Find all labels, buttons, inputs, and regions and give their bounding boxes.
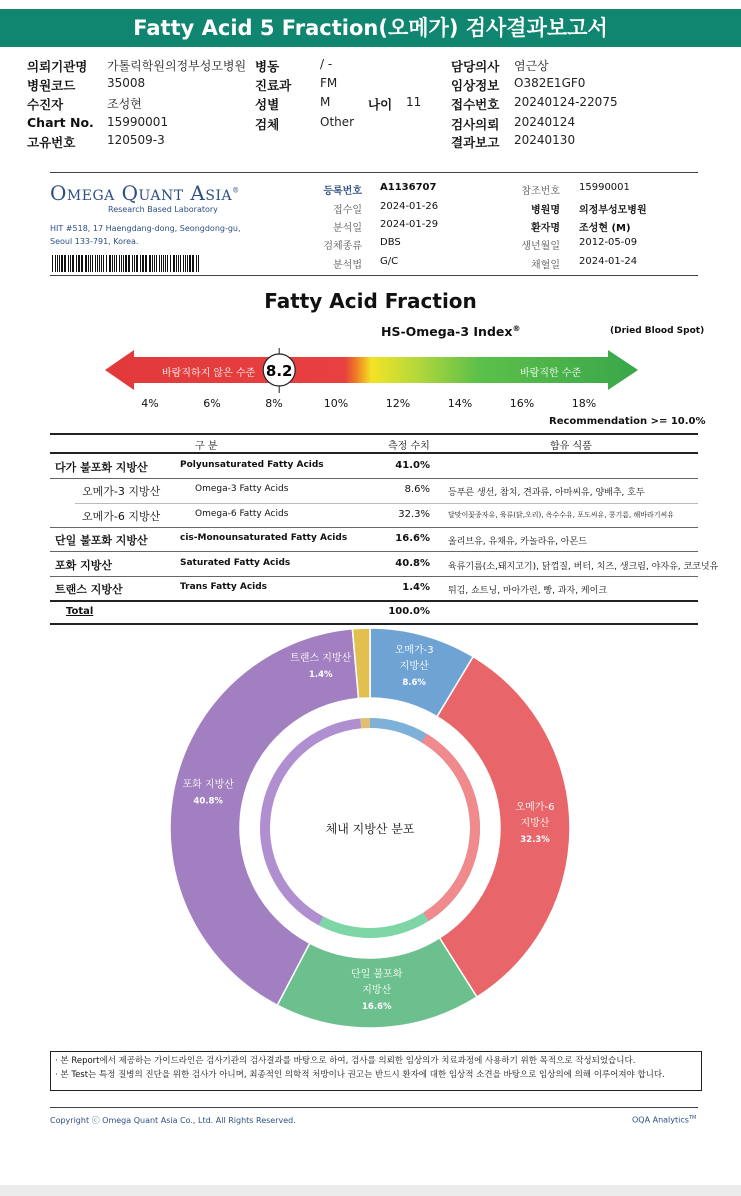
donut-label-text: 1.4%: [308, 670, 333, 681]
barcode-bar: [176, 255, 177, 272]
fatty-acid-donut-chart: [170, 628, 570, 1028]
patient-value: 20240124: [514, 115, 576, 129]
note-2: · 본 Test는 특정 질병의 진단을 위한 검사가 아니며, 최종적인 의학적 처방이나 권고는 반드시 환자에 대한 임상적 소견을 바탕으로 임상의에 의해 이루어져야 합니다.: [55, 1070, 665, 1080]
copyright: Copyright ⓒ Omega Quant Asia Co., Ltd. All Rights Reserved.: [50, 1116, 296, 1125]
barcode-bar: [145, 255, 147, 272]
patient-value: FM: [320, 76, 338, 90]
report-info-label: 병원명: [531, 205, 560, 216]
barcode-bar: [90, 255, 91, 272]
age-label: 나이: [368, 97, 393, 112]
barcode-bar: [55, 255, 56, 272]
barcode-bar: [119, 255, 120, 272]
barcode-bar: [189, 255, 191, 272]
barcode-bar: [97, 255, 98, 272]
table-row-ko: 포화 지방산: [55, 559, 112, 572]
barcode-bar: [70, 255, 71, 272]
age-value: 11: [406, 95, 422, 109]
barcode-bar: [106, 255, 107, 272]
donut-inner-segment: [319, 913, 429, 938]
lab-address-line2: Seoul 133-791, Korea.: [50, 237, 139, 246]
barcode-bar: [159, 255, 160, 272]
table-top-line: [50, 433, 698, 435]
report-info-label: 분석일: [333, 223, 362, 234]
barcode-bar: [121, 255, 122, 272]
lab-logo: [50, 181, 240, 205]
barcode-bar: [52, 255, 53, 272]
table-total-label: Total: [66, 606, 94, 617]
footer-brand: [632, 1115, 696, 1125]
table-header-value: 측정 수치: [388, 441, 430, 452]
report-info-value: DBS: [380, 237, 401, 248]
report-info-value: A1136707: [380, 182, 437, 193]
donut-label-text: 오메가-6: [515, 802, 555, 814]
barcode-bar: [167, 255, 168, 272]
index-title-sup: ®: [512, 324, 521, 333]
barcode-bar: [57, 255, 58, 272]
patient-value: O382E1GF0: [514, 76, 586, 90]
barcode-bar: [76, 255, 77, 272]
lab-name: Omega Quant Asia: [50, 181, 233, 205]
barcode: [52, 255, 202, 272]
barcode-bar: [178, 255, 179, 272]
report-info-label: 검체종류: [323, 241, 362, 252]
barcode-bar: [185, 255, 186, 272]
donut-inner-segment: [360, 718, 370, 728]
donut-label-text: 단일 불포화: [351, 968, 403, 980]
table-row-en: Omega-6 Fatty Acids: [195, 509, 289, 519]
table-row-ko: 오메가-6 지방산: [82, 510, 161, 523]
barcode-bar: [180, 255, 181, 272]
barcode-bar: [61, 255, 63, 272]
report-info-value: 2012-05-09: [579, 237, 638, 248]
patient-value: M: [320, 95, 331, 109]
gauge-tick-label: 6%: [203, 397, 221, 410]
table-row-food: 육류기름(소,돼지고기), 닭껍질, 버터, 치즈, 생크림, 야자유, 코코넛유: [448, 562, 719, 572]
donut-slice-label: [516, 800, 555, 845]
barcode-bar: [125, 255, 127, 272]
patient-label: 고유번호: [27, 135, 76, 150]
barcode-bar: [68, 255, 69, 272]
patient-value: 20240130: [514, 133, 576, 147]
donut-label-text: 트랜스 지방산: [290, 653, 352, 665]
barcode-bar: [88, 255, 89, 272]
page-bottom-band: [0, 1185, 741, 1196]
gauge-right-label: 바람직한 수준: [520, 368, 582, 379]
patient-label: 임상정보: [451, 78, 500, 93]
registered-mark: ®: [232, 186, 240, 195]
barcode-bar: [103, 255, 104, 272]
table-row-value: 40.8%: [395, 558, 430, 569]
gauge-left-label: 바람직하지 않은 수준: [162, 368, 256, 379]
barcode-bar: [154, 255, 155, 272]
table-row-value: 1.4%: [402, 582, 430, 593]
patient-label: 성별: [255, 97, 280, 112]
barcode-bar: [142, 255, 144, 272]
table-row-ko: 단일 불포화 지방산: [55, 534, 148, 547]
barcode-bar: [161, 255, 162, 272]
report-info-label: 환자명: [531, 223, 560, 234]
barcode-bar: [101, 255, 102, 272]
donut-label-text: 지방산: [520, 818, 550, 830]
footer-divider: [50, 1107, 698, 1108]
barcode-bar: [196, 255, 197, 272]
report-title: Fatty Acid 5 Fraction(오메가) 검사결과보고서: [0, 9, 741, 47]
table-row-en: cis-Monounsaturated Fatty Acids: [180, 533, 348, 543]
divider-mid: [50, 275, 698, 276]
table-row-en: Polyunsaturated Fatty Acids: [180, 460, 324, 470]
gauge-value: 8.2: [265, 362, 293, 380]
donut-label-text: 지방산: [362, 984, 392, 996]
donut-center-title: 체내 지방산 분포: [325, 822, 415, 836]
gauge-tick-label: 10%: [323, 397, 349, 410]
report-info-value: 2024-01-26: [380, 201, 439, 212]
barcode-bar: [156, 255, 157, 272]
lab-address: [50, 222, 241, 248]
report-info-value: 2024-01-29: [380, 219, 439, 230]
table-header-food: 함유 식품: [550, 441, 592, 452]
patient-value: 15990001: [107, 115, 169, 129]
donut-label-text: 40.8%: [193, 796, 223, 807]
barcode-bar: [72, 255, 74, 272]
recommendation: Recommendation >= 10.0%: [549, 416, 706, 427]
barcode-bar: [109, 255, 111, 272]
patient-label: 병동: [255, 59, 280, 74]
patient-label: Chart No.: [27, 115, 94, 130]
patient-label: 결과보고: [451, 135, 500, 150]
patient-label: 접수번호: [451, 97, 500, 112]
report-info-value: G/C: [380, 256, 399, 267]
patient-label: 진료과: [255, 78, 292, 93]
gauge-tick-label: 12%: [385, 397, 411, 410]
table-row-food: 달맞이꽃종자유, 육류(닭,오리), 옥수수유, 포도씨유, 콩기름, 해바라기씨유: [448, 511, 675, 519]
donut-inner-omega6: [422, 734, 480, 921]
barcode-bar: [173, 255, 175, 272]
notes-box: [50, 1051, 702, 1091]
footer-brand-text: OQA Analytics: [632, 1115, 689, 1125]
table-row-en: Saturated Fatty Acids: [180, 558, 291, 568]
table-total-value: 100.0%: [388, 606, 430, 617]
table-row-divider: [50, 551, 698, 552]
barcode-bar: [81, 255, 83, 272]
barcode-bar: [78, 255, 80, 272]
donut-label-text: 지방산: [399, 661, 429, 673]
barcode-bar: [132, 255, 133, 272]
donut-slice: [437, 657, 570, 997]
table-row-divider: [50, 527, 698, 528]
report-info-value: 의정부성모병원: [579, 205, 647, 216]
barcode-bar: [152, 255, 153, 272]
barcode-bar: [112, 255, 113, 272]
patient-value: 35008: [107, 76, 146, 90]
donut-slice: [277, 938, 477, 1028]
table-row-divider: [75, 503, 698, 504]
section-title: Fatty Acid Fraction: [264, 289, 477, 313]
table-row-value: 41.0%: [395, 460, 430, 471]
table-row-en: Omega-3 Fatty Acids: [195, 484, 289, 494]
table-row-food: 튀김, 쇼트닝, 마아가린, 빵, 과자, 케이크: [448, 586, 608, 596]
report-info-label: 분석법: [333, 260, 362, 271]
patient-value: 가톨릭학원의정부성모병원: [107, 59, 247, 73]
barcode-bar: [187, 255, 188, 272]
table-row-divider: [50, 478, 698, 479]
barcode-bar: [183, 255, 184, 272]
gauge-tick-label: 8%: [265, 397, 283, 410]
table-row-value: 32.3%: [398, 509, 430, 520]
barcode-bar: [136, 255, 138, 272]
barcode-bar: [85, 255, 87, 272]
index-note: (Dried Blood Spot): [610, 326, 705, 336]
patient-value: 염근상: [514, 59, 549, 73]
patient-label: 검체: [255, 117, 280, 132]
patient-value: Other: [320, 115, 355, 129]
donut-label-text: 오메가-3: [394, 645, 434, 657]
report-info-label: 접수일: [333, 205, 362, 216]
report-info-label: 생년월일: [521, 241, 560, 252]
patient-value: / -: [320, 57, 333, 71]
table-row-food: 올리브유, 유채유, 카놀라유, 아몬드: [448, 537, 587, 547]
table-row-ko: 다가 불포화 지방산: [55, 461, 148, 474]
index-title-text: HS-Omega-3 Index: [381, 324, 513, 340]
barcode-bar: [64, 255, 66, 272]
donut-label-text: 32.3%: [520, 835, 550, 846]
table-row-food: 등푸른 생선, 참치, 견과류, 아마씨유, 양배추, 호두: [448, 488, 645, 498]
donut-label-text: 포화 지방산: [182, 779, 234, 791]
table-header-gu: 구 분: [195, 441, 218, 452]
barcode-bar: [123, 255, 124, 272]
table-header-line: [50, 452, 698, 454]
lab-tagline: Research Based Laboratory: [108, 205, 218, 214]
barcode-bar: [198, 255, 199, 272]
patient-label: 담당의사: [451, 59, 500, 74]
report-info-label: 참조번호: [521, 186, 560, 197]
table-row-en: Trans Fatty Acids: [180, 582, 268, 592]
patient-label: 의뢰기관명: [27, 59, 88, 74]
barcode-bar: [128, 255, 130, 272]
barcode-bar: [99, 255, 100, 272]
table-total-line: [50, 600, 698, 602]
barcode-bar: [149, 255, 151, 272]
patient-value: 20240124-22075: [514, 95, 618, 109]
patient-value: 조성현: [107, 97, 142, 111]
barcode-bar: [140, 255, 141, 272]
gauge-tick-label: 16%: [509, 397, 535, 410]
patient-label: 수진자: [27, 97, 64, 112]
patient-label: 검사의뢰: [451, 117, 500, 132]
patient-value: 120509-3: [107, 133, 165, 147]
donut-label-text: 8.6%: [402, 678, 426, 689]
donut-inner-segment: [370, 718, 480, 921]
index-title: [381, 324, 520, 339]
table-row-value: 16.6%: [395, 533, 430, 544]
table-bottom-line: [50, 623, 698, 625]
gauge-tick-label: 4%: [141, 397, 159, 410]
note-1: · 본 Report에서 제공하는 가이드라인은 검사기관의 검사결과를 바탕으로 하여, 검사를 의뢰한 임상의가 치료과정에 사용하기 위한 목적으로 작성되었습니다.: [55, 1056, 636, 1066]
report-info-value: 2024-01-24: [579, 256, 638, 267]
report-info-label: 등록번호: [323, 186, 362, 197]
lab-address-line1: HIT #518, 17 Haengdang-dong, Seongdong-gu,: [50, 224, 241, 233]
report-info-value: 15990001: [579, 182, 630, 193]
barcode-bar: [170, 255, 171, 272]
table-row-value: 8.6%: [404, 484, 430, 495]
barcode-bar: [134, 255, 135, 272]
patient-label: 병원코드: [27, 78, 76, 93]
barcode-bar: [95, 255, 96, 272]
barcode-bar: [92, 255, 93, 272]
gauge-tick-label: 14%: [447, 397, 473, 410]
table-row-divider: [50, 576, 698, 577]
divider-top: [50, 172, 698, 173]
table-row-ko: 오메가-3 지방산: [82, 485, 161, 498]
barcode-bar: [59, 255, 60, 272]
barcode-bar: [114, 255, 115, 272]
footer-tm: TM: [688, 1115, 697, 1121]
donut-label-text: 16.6%: [362, 1001, 392, 1012]
barcode-bar: [192, 255, 194, 272]
barcode-bar: [163, 255, 164, 272]
table-row-ko: 트랜스 지방산: [55, 583, 123, 596]
gauge-tick-label: 18%: [571, 397, 597, 410]
report-info-value: 조성현 (M): [579, 223, 631, 234]
barcode-bar: [165, 255, 166, 272]
report-info-label: 채혈일: [531, 260, 560, 271]
barcode-bar: [116, 255, 117, 272]
